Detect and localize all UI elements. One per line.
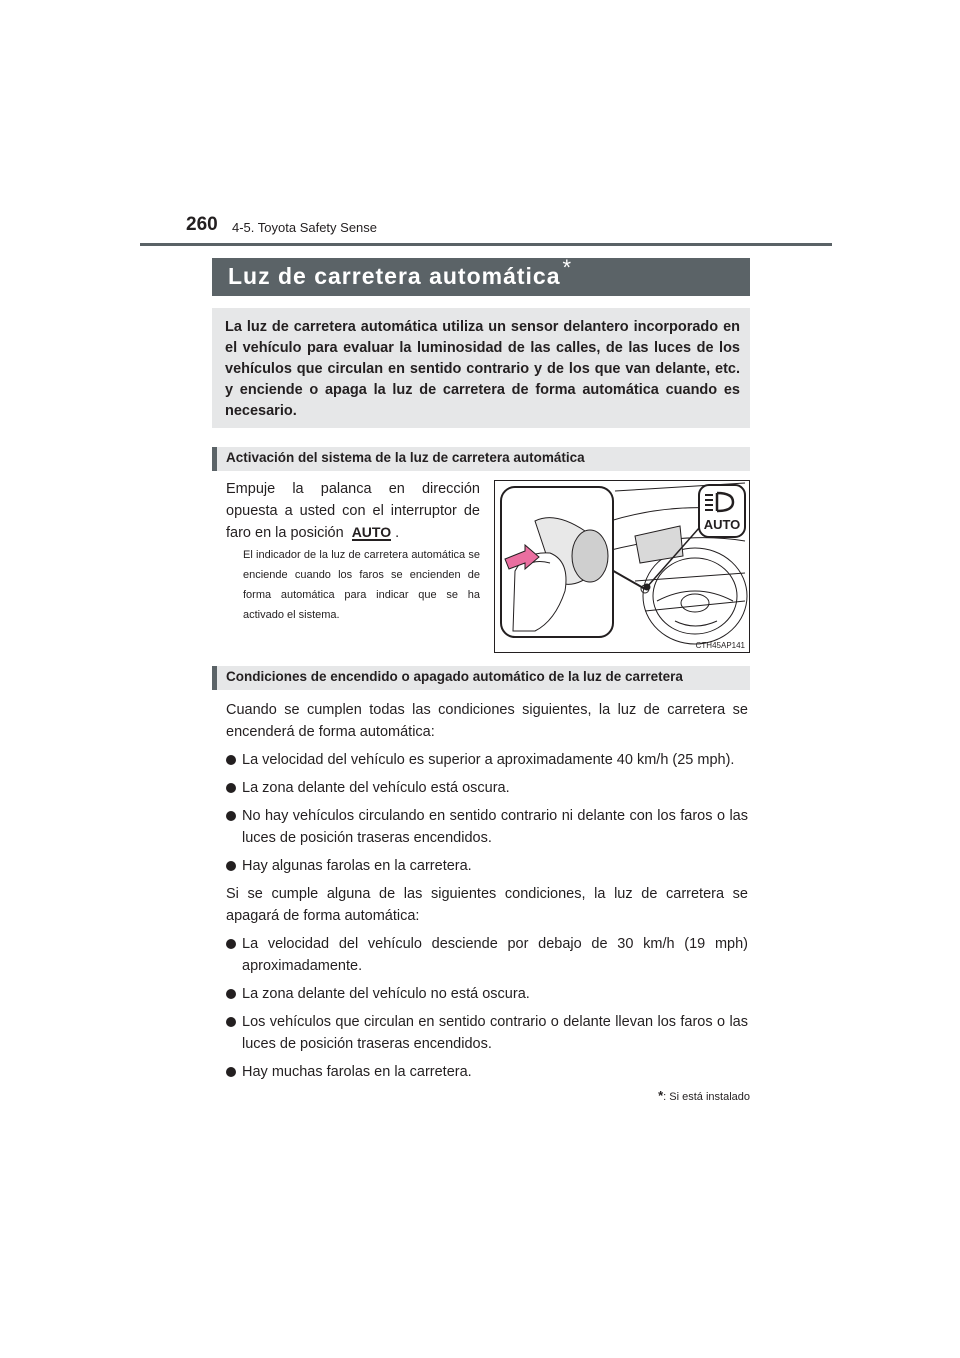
activation-step-text: Empuje la palanca en dirección opuesta a usted con el interruptor de faro en la posición [226,481,480,541]
list-item-text: La zona delante del vehículo no está oscura. [242,986,530,1002]
bullet-icon [226,861,236,871]
lever-illustration-drawing [495,481,749,652]
footnote-text: : Si está instalado [663,1091,750,1103]
page-number: 260 [186,214,218,235]
footnote [658,1088,750,1103]
list-item [226,1011,748,1055]
list-item [226,855,748,877]
conditions-heading-text: Condiciones de encendido o apagado automático de la luz de carretera [226,669,683,684]
list-item [226,1061,748,1083]
bullet-icon [226,1067,236,1077]
page-title-text: Luz de carretera automática [228,263,561,289]
list-item-text: Hay muchas farolas en la carretera. [242,1064,472,1080]
list-item [226,983,748,1005]
section-label: 4-5. Toyota Safety Sense [232,220,378,235]
intro-box [212,308,750,428]
bullet-icon [226,989,236,999]
page-title [228,255,573,290]
list-item-text: No hay vehículos circulando en sentido contrario ni delante con los faros o las luces de posición traseras encendidos. [242,808,748,846]
on-conditions-intro: Cuando se cumplen todas las condiciones siguientes, la luz de carretera se encenderá de forma automática: [226,702,748,740]
list-item [226,933,748,977]
conditions-heading [212,666,750,690]
bullet-icon [226,783,236,793]
list-item [226,777,748,799]
list-item-text: Hay algunas farolas en la carretera. [242,858,472,874]
list-item [226,805,748,849]
list-item-text: La velocidad del vehículo es superior a aproximadamente 40 km/h (25 mph). [242,752,735,768]
list-item-text: La velocidad del vehículo desciende por debajo de 30 km/h (19 mph) aproximadamente. [242,936,748,974]
intro-text: La luz de carretera automática utiliza un sensor delantero incorporado en el vehículo para evaluar la luminosidad de las calles, de las luces de los vehículos que circulan en sentido contrario y de los que van delante, etc. y enciende o apaga la luz de carretera de forma automática cuando es necesario. [225,319,740,419]
title-bar [212,255,750,296]
lever-illustration [494,480,750,653]
list-item-text: Los vehículos que circulan en sentido contrario o delante llevan los faros o las luces de posición traseras encendidos. [242,1014,748,1052]
bullet-icon [226,1017,236,1027]
activation-step [226,478,480,544]
list-item [226,749,748,771]
bullet-icon [226,811,236,821]
activation-note: El indicador de la luz de carretera automática se enciende cuando los faros se encienden de forma automática para indicar que se ha activado el sistema. [243,549,480,621]
activation-heading-text: Activación del sistema de la luz de carretera automática [226,450,585,465]
conditions-body [226,699,748,1089]
title-star-marker: * [562,255,573,280]
bullet-icon [226,939,236,949]
activation-heading [212,447,750,471]
auto-switch-icon: AUTO [351,524,392,540]
figure-code: CTH45AP141 [695,641,745,650]
list-item-text: La zona delante del vehículo está oscura. [242,780,510,796]
figure-auto-label: AUTO [703,517,741,532]
footnote-star-marker: * [658,1088,664,1103]
off-conditions-intro: Si se cumple alguna de las siguientes condiciones, la luz de carretera se apagará de forma automática: [226,886,748,924]
header-rule [140,243,832,246]
bullet-icon [226,755,236,765]
activation-step-end: . [395,525,400,541]
